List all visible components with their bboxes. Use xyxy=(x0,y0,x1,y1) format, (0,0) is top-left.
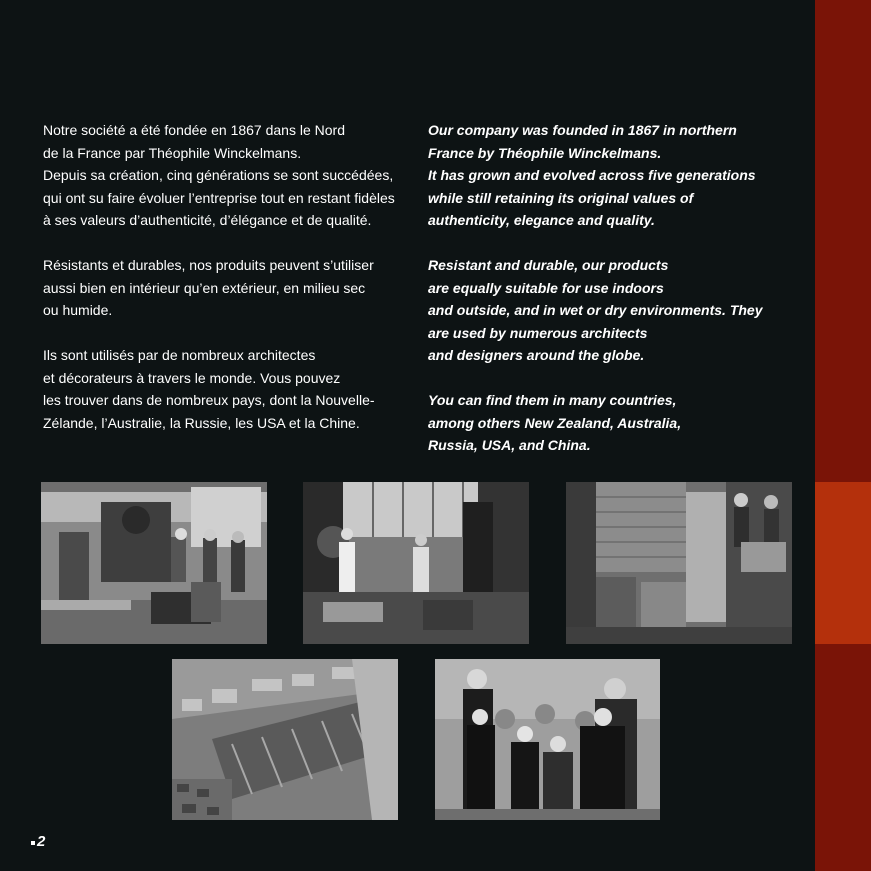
family-portrait-photo xyxy=(435,659,660,820)
text-line: while still retaining its original values of xyxy=(428,189,694,206)
english-paragraph-3 xyxy=(428,389,813,457)
text-line: aussi bien en intérieur qu’en extérieur, en milieu sec xyxy=(43,279,366,296)
brick-stacks-photo xyxy=(566,482,792,644)
text-line: Résistants et durables, nos produits peuvent s’utiliser xyxy=(43,257,374,273)
sidebar-band-bottom xyxy=(815,644,871,871)
decorative-sidebar xyxy=(815,0,871,871)
text-line: Depuis sa création, cinq générations se sont succédées, xyxy=(43,167,394,183)
text-line: Russia, USA, and China. xyxy=(428,437,591,453)
text-line: ou humide. xyxy=(43,302,113,318)
page-number xyxy=(31,833,45,850)
page-number-value: 2 xyxy=(37,833,46,850)
text-line: qui ont su faire évoluer l’entreprise tout en restant fidèles xyxy=(43,189,395,206)
text-line: and designers around the globe. xyxy=(428,347,645,363)
text-line: Resistant and durable, our products xyxy=(428,257,669,273)
text-line: Zélande, l’Australie, la Russie, les USA et la Chine. xyxy=(43,414,360,431)
text-line: les trouver dans de nombreux pays, dont la Nouvelle- xyxy=(43,392,375,408)
text-line: Our company was founded in 1867 in northern xyxy=(428,122,737,138)
english-paragraph-1 xyxy=(428,119,813,232)
text-line: are equally suitable for use indoors xyxy=(428,279,664,296)
factory-workers-photo xyxy=(41,482,267,644)
text-line: and outside, and in wet or dry environments. They xyxy=(428,302,763,318)
french-paragraph-2 xyxy=(43,254,423,322)
text-line: France by Théophile Winckelmans. xyxy=(428,144,662,161)
text-line: It has grown and evolved across five generations xyxy=(428,167,756,183)
french-paragraph-3 xyxy=(43,344,423,434)
sidebar-band-accent xyxy=(815,482,871,644)
text-line: are used by numerous architects xyxy=(428,324,648,341)
text-line: à ses valeurs d’authenticité, d’élégance et de qualité. xyxy=(43,212,372,228)
text-line: You can find them in many countries, xyxy=(428,392,677,408)
text-line: Notre société a été fondée en 1867 dans le Nord xyxy=(43,122,345,138)
french-paragraph-1 xyxy=(43,119,423,232)
text-line: de la France par Théophile Winckelmans. xyxy=(43,144,302,161)
text-line: among others New Zealand, Australia, xyxy=(428,414,682,431)
text-line: authenticity, elegance and quality. xyxy=(428,212,655,228)
english-paragraph-2 xyxy=(428,254,813,367)
french-text-column xyxy=(43,119,423,457)
english-text-column xyxy=(428,119,813,479)
workshop-machines-photo xyxy=(303,482,529,644)
aerial-factory-photo xyxy=(172,659,398,820)
text-line: Ils sont utilisés par de nombreux architectes xyxy=(43,347,316,363)
sidebar-band-top xyxy=(815,0,871,482)
text-line: et décorateurs à travers le monde. Vous pouvez xyxy=(43,369,341,386)
page-number-marker xyxy=(31,841,35,845)
